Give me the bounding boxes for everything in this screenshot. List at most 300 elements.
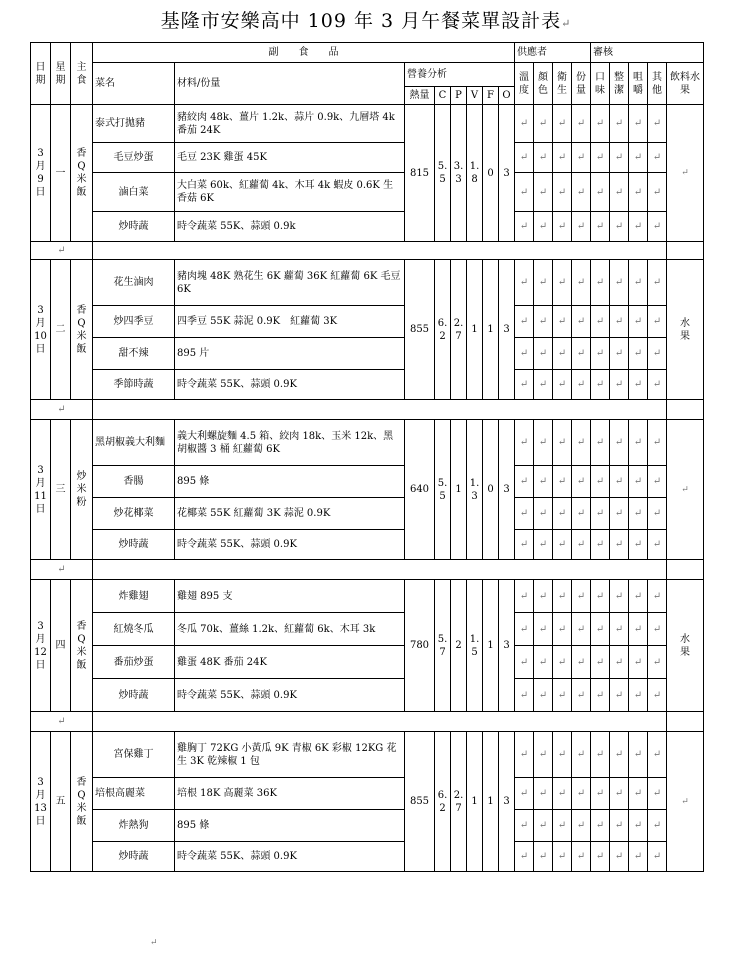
check-cell[interactable]: [629, 778, 648, 810]
check-cell[interactable]: [534, 778, 553, 810]
cell-mark: ↵: [538, 788, 548, 799]
check-cell[interactable]: [534, 646, 553, 679]
check-cell[interactable]: [629, 173, 648, 212]
check-cell[interactable]: [553, 530, 572, 560]
cell-mark: ↵: [652, 508, 662, 519]
cell-mark: ↵: [595, 689, 605, 701]
header-check-2: 衛生: [553, 63, 572, 105]
check-cell[interactable]: [534, 679, 553, 712]
date-part-1: 月: [35, 633, 46, 645]
dish-ingredients: [175, 143, 405, 173]
weekday-text: 五: [55, 796, 66, 807]
ingredients-text: 雞蛋 48K 番茄 24K: [177, 656, 267, 668]
check-cell[interactable]: [572, 212, 591, 242]
check-cell[interactable]: [534, 306, 553, 338]
check-cell[interactable]: [591, 613, 610, 646]
cell-mark: ↵: [538, 590, 548, 602]
check-cell[interactable]: [534, 370, 553, 400]
check-cell[interactable]: [648, 613, 667, 646]
cell-mark: ↵: [614, 221, 624, 232]
dish-name: [93, 212, 175, 242]
dish-ingredients: [175, 679, 405, 712]
cell-mark: ↵: [557, 788, 567, 799]
check-cell[interactable]: [591, 338, 610, 370]
check-cell[interactable]: [553, 306, 572, 338]
check-cell[interactable]: [610, 732, 629, 778]
header-dish-name: 菜名: [93, 63, 175, 105]
check-cell[interactable]: [591, 530, 610, 560]
cell-mark: ↵: [519, 820, 529, 831]
check-cell[interactable]: [572, 306, 591, 338]
dish-name: [93, 498, 175, 530]
check-cell[interactable]: [534, 613, 553, 646]
check-cell[interactable]: [572, 260, 591, 306]
header-n-v: V: [467, 87, 483, 105]
check-cell[interactable]: [648, 105, 667, 143]
dish-name: [93, 530, 175, 560]
dish-name: [93, 466, 175, 498]
cell-mark: ↵: [614, 379, 624, 390]
check-cell[interactable]: [610, 679, 629, 712]
check-cell[interactable]: [629, 842, 648, 872]
weekday-text: 三: [55, 484, 66, 495]
check-cell[interactable]: [648, 580, 667, 613]
check-cell[interactable]: [610, 420, 629, 466]
check-cell[interactable]: [610, 306, 629, 338]
check-cell[interactable]: [534, 420, 553, 466]
check-cell[interactable]: [534, 732, 553, 778]
cell-mark: ↵: [652, 379, 662, 390]
check-cell[interactable]: [648, 306, 667, 338]
check-cell[interactable]: [515, 212, 534, 242]
check-cell[interactable]: [648, 338, 667, 370]
dish-ingredients: [175, 420, 405, 466]
cell-mark: ↵: [652, 221, 662, 232]
check-cell[interactable]: [610, 530, 629, 560]
cell-mark: ↵: [557, 656, 567, 668]
cell-mark: ↵: [633, 656, 643, 668]
cell-mark: ↵: [538, 539, 548, 550]
check-cell[interactable]: [610, 466, 629, 498]
check-cell[interactable]: [534, 143, 553, 173]
cell-mark: ↵: [595, 152, 605, 163]
check-cell[interactable]: [648, 842, 667, 872]
nutrition-value-f: 0: [483, 420, 499, 560]
check-cell[interactable]: [534, 260, 553, 306]
check-cell[interactable]: [610, 105, 629, 143]
check-cell[interactable]: [629, 613, 648, 646]
check-cell[interactable]: [515, 646, 534, 679]
check-cell[interactable]: [515, 105, 534, 143]
check-cell[interactable]: [572, 370, 591, 400]
cell-mark: ↵: [595, 221, 605, 232]
check-cell[interactable]: [648, 732, 667, 778]
cell-mark: ↵: [614, 851, 624, 862]
check-cell[interactable]: [648, 778, 667, 810]
cell-mark: ↵: [557, 851, 567, 862]
check-cell[interactable]: [553, 580, 572, 613]
date-part-1: 月: [35, 161, 46, 172]
cell-mark: ↵: [576, 437, 586, 448]
dish-name: [93, 810, 175, 842]
ingredients-text: 895 條: [177, 820, 210, 831]
date-part-2: 10: [34, 330, 47, 342]
check-cell[interactable]: [572, 466, 591, 498]
check-cell[interactable]: [591, 420, 610, 466]
check-cell[interactable]: [629, 212, 648, 242]
check-cell[interactable]: [591, 810, 610, 842]
cell-mark: ↵: [652, 689, 662, 701]
check-cell[interactable]: [591, 370, 610, 400]
cell-mark: ↵: [633, 820, 643, 831]
check-cell[interactable]: [515, 580, 534, 613]
check-cell[interactable]: [591, 732, 610, 778]
check-cell[interactable]: [572, 143, 591, 173]
calories-value: [405, 732, 435, 872]
check-cell[interactable]: [610, 173, 629, 212]
cell-mark: ↵: [519, 656, 529, 668]
check-cell[interactable]: [648, 370, 667, 400]
check-cell[interactable]: [591, 778, 610, 810]
separator-cell: [667, 242, 704, 260]
cell-mark: ↵: [538, 221, 548, 232]
dish-name-text: 紅燒冬瓜: [113, 623, 154, 635]
check-cell[interactable]: [515, 530, 534, 560]
day-staple: 香 Q 米 飯: [71, 260, 93, 400]
ingredients-text: 大白菜 60k、紅蘿蔔 4k、木耳 4k 蝦皮 0.6K 生香菇 6K: [177, 180, 394, 204]
check-cell[interactable]: [648, 646, 667, 679]
cell-mark: ↵: [595, 118, 605, 129]
check-cell[interactable]: [610, 613, 629, 646]
check-cell[interactable]: [629, 338, 648, 370]
end-paragraph-mark: ↵: [150, 938, 158, 948]
cell-mark: ↵: [652, 277, 662, 288]
check-cell[interactable]: [534, 338, 553, 370]
check-cell[interactable]: [648, 679, 667, 712]
check-cell[interactable]: [572, 420, 591, 466]
check-cell[interactable]: [515, 173, 534, 212]
check-cell[interactable]: [553, 498, 572, 530]
check-cell[interactable]: [591, 260, 610, 306]
dish-name-text: 炒時蔬: [118, 539, 149, 550]
fruit-cell: 水 果: [667, 260, 704, 400]
day-staple: 香 Q 米 飯: [71, 580, 93, 712]
check-cell[interactable]: [553, 105, 572, 143]
check-cell[interactable]: [572, 732, 591, 778]
check-cell[interactable]: [629, 466, 648, 498]
check-cell[interactable]: [553, 173, 572, 212]
check-cell[interactable]: [629, 732, 648, 778]
check-cell[interactable]: [534, 842, 553, 872]
check-cell[interactable]: [515, 466, 534, 498]
dish-name-text: 香腸: [123, 476, 144, 487]
dish-name-text: 甜不辣: [118, 348, 149, 359]
check-cell[interactable]: [534, 105, 553, 143]
cell-mark: ↵: [614, 152, 624, 163]
check-cell[interactable]: [572, 173, 591, 212]
check-cell[interactable]: [553, 613, 572, 646]
header-n-f: F: [483, 87, 499, 105]
check-cell[interactable]: [553, 842, 572, 872]
check-cell[interactable]: [648, 466, 667, 498]
check-cell[interactable]: [629, 530, 648, 560]
day-0-row-0: [31, 105, 704, 143]
check-cell[interactable]: [515, 613, 534, 646]
calories-text: 855: [409, 324, 430, 335]
check-cell[interactable]: [610, 143, 629, 173]
check-cell[interactable]: [515, 260, 534, 306]
check-cell[interactable]: [553, 810, 572, 842]
check-cell[interactable]: [610, 842, 629, 872]
check-cell[interactable]: [553, 420, 572, 466]
check-cell[interactable]: [648, 260, 667, 306]
nutrition-value-v: 1. 8: [467, 105, 483, 242]
cell-mark: ↵: [557, 118, 567, 129]
check-cell[interactable]: [572, 338, 591, 370]
check-cell[interactable]: [610, 338, 629, 370]
nutrition-value-p: 2: [451, 580, 467, 712]
check-cell[interactable]: [553, 466, 572, 498]
check-cell[interactable]: [629, 679, 648, 712]
check-cell[interactable]: [591, 306, 610, 338]
check-cell[interactable]: [629, 370, 648, 400]
check-cell[interactable]: [553, 732, 572, 778]
check-cell[interactable]: [591, 105, 610, 143]
check-cell[interactable]: [534, 498, 553, 530]
check-cell[interactable]: [610, 212, 629, 242]
check-cell[interactable]: [515, 370, 534, 400]
check-cell[interactable]: [648, 498, 667, 530]
cell-mark: ↵: [576, 689, 586, 701]
dish-name: [93, 260, 175, 306]
check-cell[interactable]: [629, 306, 648, 338]
nutrition-value-f: 1: [483, 260, 499, 400]
cell-mark: ↵: [538, 623, 548, 635]
check-cell[interactable]: [610, 498, 629, 530]
date-part-2: 11: [34, 490, 47, 502]
check-cell[interactable]: [572, 105, 591, 143]
separator-cell: [667, 560, 704, 580]
cell-mark: ↵: [595, 508, 605, 519]
check-cell[interactable]: [534, 580, 553, 613]
check-cell[interactable]: [515, 810, 534, 842]
ingredients-text: 四季豆 55K 蒜泥 0.9K 紅蘿蔔 3K: [177, 316, 338, 327]
cell-mark: ↵: [652, 623, 662, 635]
check-cell[interactable]: [553, 212, 572, 242]
check-cell[interactable]: [553, 646, 572, 679]
cell-mark: ↵: [519, 152, 529, 163]
check-cell[interactable]: [591, 498, 610, 530]
check-cell[interactable]: [610, 580, 629, 613]
cell-mark: ↵: [557, 590, 567, 602]
check-cell[interactable]: [572, 842, 591, 872]
dish-name: [93, 370, 175, 400]
cell-mark: ↵: [614, 788, 624, 799]
dish-name-text: 宮保雞丁: [113, 749, 154, 760]
cell-mark: ↵: [519, 316, 529, 327]
day-3-row-1: [31, 613, 704, 646]
check-cell[interactable]: [610, 778, 629, 810]
cell-mark: ↵: [595, 348, 605, 359]
check-cell[interactable]: [534, 466, 553, 498]
check-cell[interactable]: [553, 143, 572, 173]
fruit-cell: ↵: [667, 732, 704, 872]
ingredients-text: 時令蔬菜 55K、蒜頭 0.9K: [177, 851, 297, 862]
separator-cell: [93, 400, 667, 420]
check-cell[interactable]: [553, 338, 572, 370]
dish-ingredients: [175, 613, 405, 646]
cell-mark: ↵: [557, 348, 567, 359]
check-cell[interactable]: [572, 679, 591, 712]
check-cell[interactable]: [515, 306, 534, 338]
check-cell[interactable]: [553, 679, 572, 712]
date-part-3: 日: [35, 343, 46, 355]
check-cell[interactable]: [629, 580, 648, 613]
check-cell[interactable]: [534, 212, 553, 242]
check-cell[interactable]: [572, 646, 591, 679]
check-cell[interactable]: [610, 260, 629, 306]
cell-mark: ↵: [557, 539, 567, 550]
cell-mark: ↵: [576, 186, 586, 198]
check-cell[interactable]: [648, 810, 667, 842]
check-cell[interactable]: [610, 370, 629, 400]
dish-ingredients: [175, 212, 405, 242]
check-cell[interactable]: [572, 778, 591, 810]
check-cell[interactable]: [515, 732, 534, 778]
cell-mark: ↵: [652, 539, 662, 550]
cell-mark: ↵: [652, 186, 662, 198]
header-row-2: [31, 63, 704, 87]
check-cell[interactable]: [629, 420, 648, 466]
check-cell[interactable]: [534, 810, 553, 842]
cell-mark: ↵: [614, 656, 624, 668]
check-cell[interactable]: [591, 679, 610, 712]
cell-mark: ↵: [614, 590, 624, 602]
dish-name: [93, 173, 175, 212]
check-cell[interactable]: [534, 173, 553, 212]
day-date: [31, 420, 51, 560]
check-cell[interactable]: [591, 143, 610, 173]
ingredients-text: 花椰菜 55K 紅蘿蔔 3K 蒜泥 0.9K: [177, 508, 331, 519]
check-cell[interactable]: [553, 370, 572, 400]
check-cell[interactable]: [629, 810, 648, 842]
day-2-row-2: [31, 498, 704, 530]
date-part-3: 日: [35, 815, 46, 827]
cell-mark: ↵: [576, 476, 586, 487]
check-cell[interactable]: [591, 212, 610, 242]
cell-mark: ↵: [557, 689, 567, 701]
check-cell[interactable]: [515, 498, 534, 530]
date-part-0: 3: [37, 776, 44, 788]
check-cell[interactable]: [610, 646, 629, 679]
check-cell[interactable]: [591, 466, 610, 498]
day-staple: 香 Q 米 飯: [71, 105, 93, 242]
cell-mark: ↵: [557, 508, 567, 519]
dish-ingredients: [175, 338, 405, 370]
check-cell[interactable]: [629, 260, 648, 306]
dish-name: [93, 143, 175, 173]
cell-mark: ↵: [576, 379, 586, 390]
cell-mark: ↵: [519, 590, 529, 602]
check-cell[interactable]: [629, 498, 648, 530]
calories-text: 780: [409, 640, 430, 651]
check-cell[interactable]: [515, 143, 534, 173]
nutrition-value-f: 0: [483, 105, 499, 242]
cell-mark: ↵: [595, 476, 605, 487]
check-cell[interactable]: [591, 173, 610, 212]
check-cell[interactable]: [515, 420, 534, 466]
cell-mark: ↵: [519, 749, 529, 760]
check-cell[interactable]: [648, 143, 667, 173]
nutrition-value-o: 3: [499, 105, 515, 242]
check-cell[interactable]: [553, 778, 572, 810]
check-cell[interactable]: [629, 646, 648, 679]
check-cell[interactable]: [591, 842, 610, 872]
day-weekday: [51, 260, 71, 400]
check-cell[interactable]: [553, 260, 572, 306]
day-2-row-3: [31, 530, 704, 560]
day-3-row-3: [31, 679, 704, 712]
separator-cell: [93, 712, 667, 732]
check-cell[interactable]: [591, 646, 610, 679]
check-cell[interactable]: [610, 810, 629, 842]
cell-mark: ↵: [652, 590, 662, 602]
cell-mark: ↵: [614, 277, 624, 288]
check-cell[interactable]: [572, 530, 591, 560]
cell-mark: ↵: [633, 623, 643, 635]
check-cell[interactable]: [534, 530, 553, 560]
day-separator: [31, 560, 704, 580]
check-cell[interactable]: [515, 338, 534, 370]
cell-mark: ↵: [557, 186, 567, 198]
date-part-0: 3: [37, 148, 44, 159]
check-cell[interactable]: [572, 613, 591, 646]
cell-mark: ↵: [576, 221, 586, 232]
check-cell[interactable]: [648, 173, 667, 212]
ingredients-text: 毛豆 23K 雞蛋 45K: [177, 152, 267, 163]
check-cell[interactable]: [648, 212, 667, 242]
check-cell[interactable]: [572, 498, 591, 530]
cell-mark: ↵: [633, 379, 643, 390]
cell-mark: ↵: [519, 476, 529, 487]
check-cell[interactable]: [515, 679, 534, 712]
dish-ingredients: [175, 466, 405, 498]
check-cell[interactable]: [572, 810, 591, 842]
check-cell[interactable]: [515, 842, 534, 872]
check-cell[interactable]: [648, 420, 667, 466]
cell-mark: ↵: [614, 539, 624, 550]
cell-mark: ↵: [595, 379, 605, 390]
weekday-text: 二: [55, 324, 66, 335]
check-cell[interactable]: [629, 143, 648, 173]
cell-mark: ↵: [652, 820, 662, 831]
nutrition-value-o: 3: [499, 420, 515, 560]
day-separator: [31, 712, 704, 732]
cell-mark: ↵: [557, 277, 567, 288]
cell-mark: ↵: [633, 348, 643, 359]
check-cell[interactable]: [629, 105, 648, 143]
cell-mark: ↵: [595, 590, 605, 602]
separator-cell: [667, 400, 704, 420]
check-cell[interactable]: [591, 580, 610, 613]
check-cell[interactable]: [515, 778, 534, 810]
dish-ingredients: [175, 778, 405, 810]
check-cell[interactable]: [648, 530, 667, 560]
check-cell[interactable]: [572, 580, 591, 613]
header-nutrition: 營養分析: [405, 63, 515, 87]
cell-mark: ↵: [633, 508, 643, 519]
dish-ingredients: [175, 810, 405, 842]
